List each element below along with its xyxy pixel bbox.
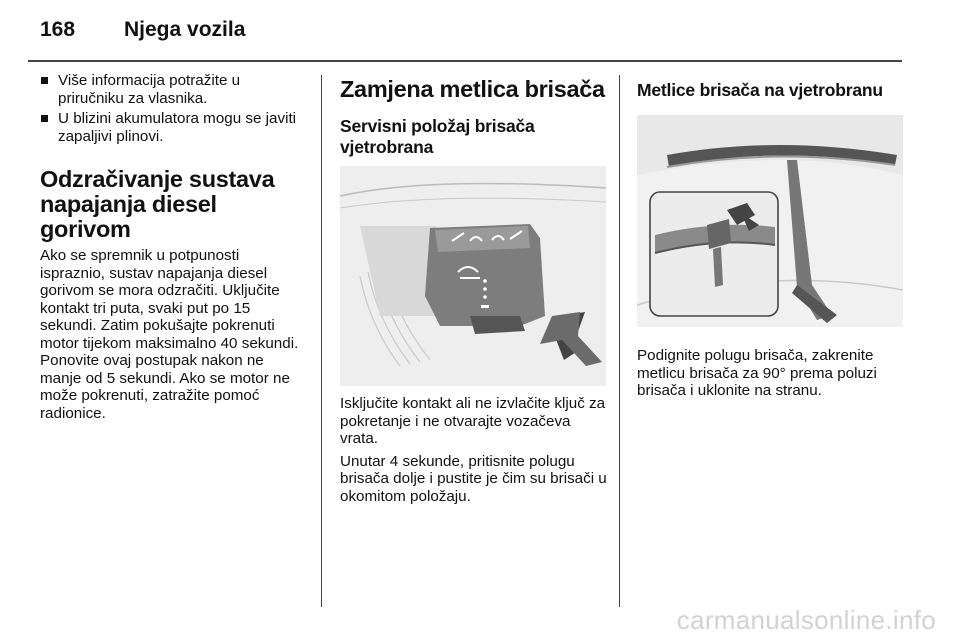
blade-removal-text: Podignite polugu brisača, zakrenite metlicu brisača za 90° prema poluzi brisača i uklonite na stranu. [637, 347, 877, 399]
bullet-list [40, 72, 308, 145]
column-1 [40, 72, 308, 422]
column-2 [340, 72, 608, 505]
page-title: Njega vozila [124, 18, 246, 41]
subheading-service-position: Servisni položaj brisača vjetrobrana [340, 116, 535, 157]
service-position-text-2: Unutar 4 sekunde, pritisnite polugu brisača dolje i pustite je čim su brisači u okomitom položaju. [340, 452, 607, 505]
wiper-blade-illustration [637, 115, 903, 327]
list-item: U blizini akumulatora mogu se javiti zapaljivi plinovi. [40, 110, 308, 145]
column-3 [637, 72, 903, 400]
column-divider-1 [321, 75, 322, 607]
fuel-bleeding-text: Ako se spremnik u potpunosti ispraznio, sustav napajanja diesel gorivom se mora odzračiti. Uključite kontakt tri puta, svaki put po 15 sekundi. Zatim pokušajte pokrenuti motor tijekom maksimalno 40 sekundi. Ponovite ovaj postupak nakon ne manje od 5 sekundi. Ako se motor ne može pokrenuti, zatražite pomoć radionice. [40, 247, 299, 422]
bullet-square-icon [41, 77, 48, 84]
service-position-text-1: Isključite kontakt ali ne izvlačite ključ za pokretanje i ne otvarajte vozačeva vrata. [340, 395, 606, 447]
page-number: 168 [40, 18, 76, 41]
list-item: Više informacija potražite u priručniku za vlasnika. [40, 72, 308, 107]
watermark: carmanualsonline.info [676, 605, 936, 635]
section-heading-wiper-replacement: Zamjena metlica brisača [340, 76, 605, 102]
section-heading-fuel-bleeding: Odzračivanje sustava napajanja diesel gorivom [40, 166, 275, 242]
column-divider-2 [619, 75, 620, 607]
wiper-lever-illustration [340, 166, 606, 386]
section-heading-windscreen-blades: Metlice brisača na vjetrobranu [637, 80, 883, 100]
header-divider [28, 60, 902, 62]
page-header [40, 18, 902, 58]
bullet-square-icon [41, 115, 48, 122]
